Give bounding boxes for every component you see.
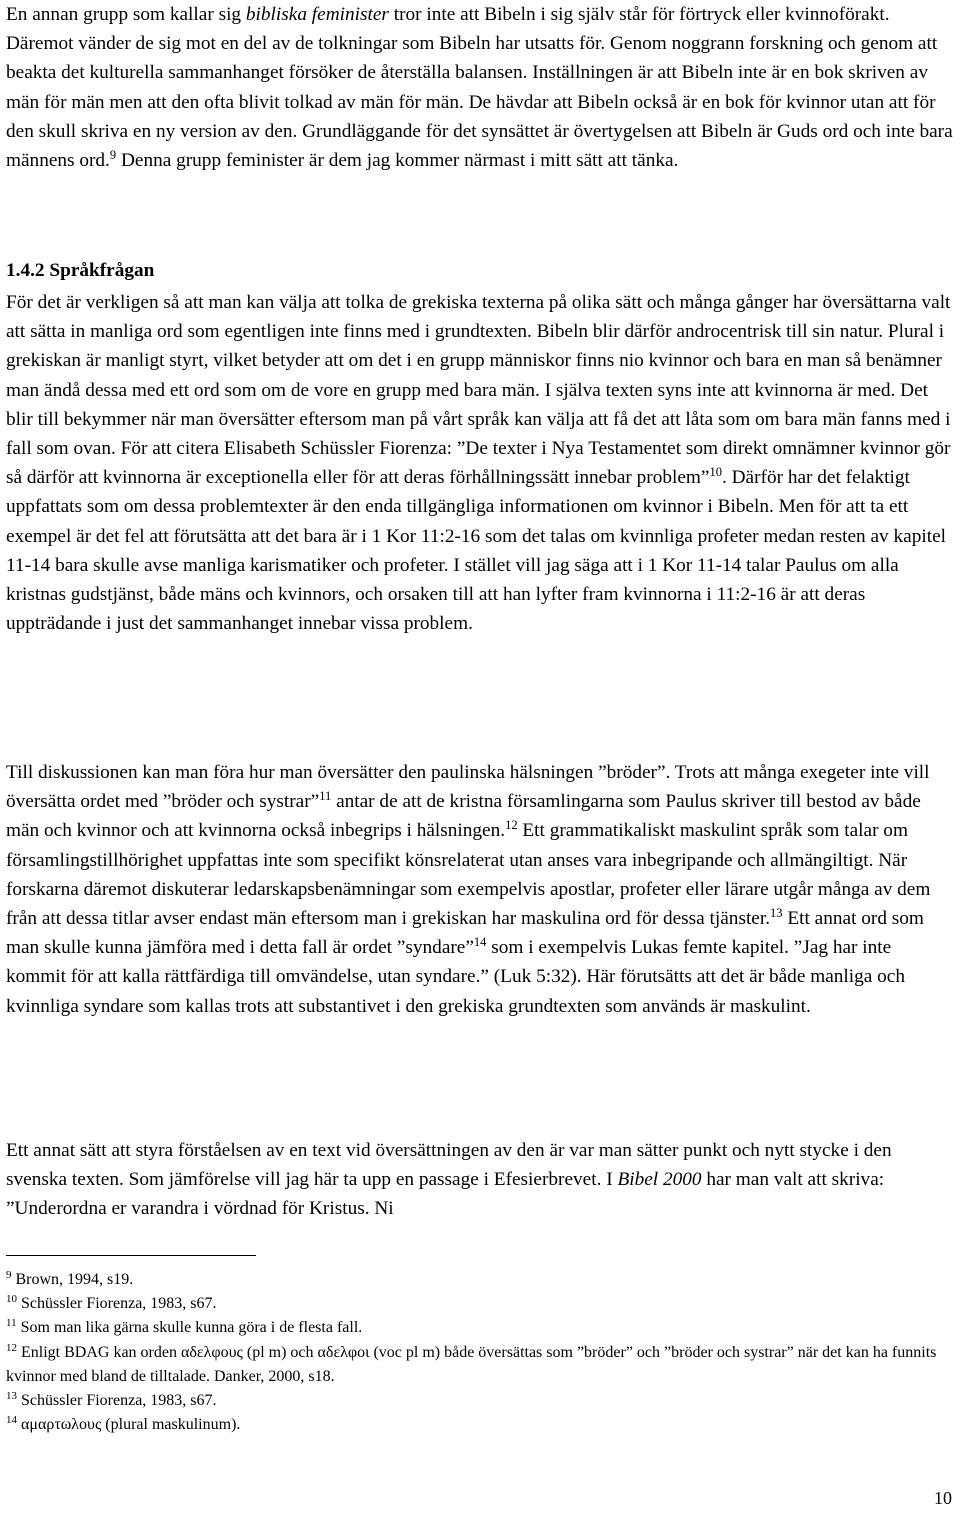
- text-run: Ett grammatikaliskt maskulint språk som talar om församlingstillhörighet uppfattas inte som specifikt könsrelaterat utan anses vara inbegripande och allmängiltigt. När forskarna däremot diskuterar ledarskapsbenämningar som exempelvis apostlar, profeter eller lärare utgår många av dem från att dessa titlar avser endast män eftersom man i grekiskan har maskulina ord för dessa tjänster.: [6, 820, 931, 930]
- body-paragraph-4: [6, 1136, 956, 1224]
- footnote-text: Som man lika gärna skulle kunna göra i de flesta fall.: [16, 1319, 363, 1337]
- text-run: . Därför har det felaktigt uppfattats som om dessa problemtexter är den enda tillgängliga informationen om kvinnor i Bibeln. Men för att ta ett exempel är det fel att förutsätta att det bara är i 1 Kor 11:2-16 som det talas om kvinnliga profeter medan resten av kapitel 11-14 bara skulle avse manliga karismatiker och profeter. I stället vill jag säga att i 1 Kor 11-14 talar Paulus om alla kristnas gudstjänst, både mäns och kvinnors, och orsaken till att han lyfter fram kvinnorna i 11:2-16 är att deras uppträdande i just det sammanhanget innebar vissa problem.: [6, 467, 946, 635]
- footnote-text: Schüssler Fiorenza, 1983, s67.: [17, 1392, 217, 1410]
- footnotes: [6, 1268, 956, 1437]
- footnote-ref: 12: [505, 818, 518, 833]
- italic-text: Bibel 2000: [617, 1169, 702, 1191]
- footnote-number: 11: [6, 1317, 17, 1330]
- footnote-number: 12: [6, 1341, 17, 1354]
- text-run: som i exempelvis Lukas femte kapitel. ”Jag har inte kommit för att kalla rättfärdiga till omvändelse, utan syndare.” (Luk 5:32). Här förutsätts att det är både manliga och kvinnliga syndare som kallas trots att substantivet i den grekiska grundtexten som används är maskulint.: [6, 937, 905, 1017]
- text-run: Till diskussionen kan man föra hur man översätter den paulinska hälsningen ”bröder”. Trots att många exegeter inte vill översätta ordet med ”bröder och systrar”: [6, 762, 930, 813]
- body-paragraph-2: [6, 288, 956, 638]
- body-paragraph-1: [6, 0, 956, 175]
- footnote-number: 9: [6, 1269, 12, 1281]
- page-number: 10: [934, 1488, 952, 1508]
- footnote-ref: 10: [709, 465, 722, 480]
- italic-text: bibliska feminister: [245, 4, 389, 25]
- footnote: [6, 1413, 956, 1437]
- footnote-number: 10: [6, 1293, 17, 1306]
- footnote-ref: 13: [770, 906, 783, 921]
- footnote: [6, 1268, 956, 1292]
- section-heading: 1.4.2 Språkfrågan: [6, 260, 155, 281]
- text-run: Ett annat sätt att styra förståelsen av en text vid översättningen av den är var man sätter punkt och nytt stycke i den svenska texten. Som jämförelse vill jag här ta upp en passage i Efesierbrevet. I: [6, 1140, 892, 1191]
- footnote-text: Brown, 1994, s19.: [11, 1271, 134, 1288]
- text-run: Ett annat ord som man skulle kunna jämföra med i detta fall är ordet ”syndare”: [6, 908, 924, 959]
- footnote-number: 13: [6, 1390, 17, 1403]
- footnote: [6, 1389, 956, 1413]
- body-paragraph-3: [6, 758, 956, 1021]
- text-run: För det är verkligen så att man kan välja att tolka de grekiska texterna på olika sätt och många gånger har översättarna valt att sätta in manliga ord som egentligen inte finns med i grundtexten. Bibeln blir därför androcentrisk till sin natur. Plural i grekiskan är manligt styrt, vilket betyder att om det i en grupp människor finns nio kvinnor och bara en man så benämner man ändå dessa med ett ord som om de vore en grupp med bara män. I själva texten syns inte att kvinnorna är med. Det blir till bekymmer när man översätter eftersom man på vårt språk kan välja att få det att låta som om bara män fanns med i fall som ovan. För att citera Elisabeth Schüssler Fiorenza: ”De texter i Nya Testamentet som direkt omnämner kvinnor gör så därför att kvinnorna är exceptionella eller för att deras förhållningssätt innebar problem”: [6, 292, 951, 489]
- text-run: tror inte att Bibeln i sig själv står för förtryck eller kvinnoförakt. Däremot vänder de sig mot en del av de tolkningar som Bibeln har utsatts för. Genom noggrann forskning och genom att beakta det kulturella sammanhanget försöker de återställa balansen. Inställningen är att Bibeln inte är en bok skriven av män för män men att den ofta blivit tolkad av män för män. De hävdar att Bibeln också är en bok för kvinnor utan att för den skull skriva en ny version av den. Grundläggande för det synsättet är övertygelsen att Bibeln är Guds ord och inte bara männens ord.: [6, 4, 953, 172]
- footnote-text: Enligt BDAG kan orden αδελφους (pl m) och αδελφοι (voc pl m) både översättas som ”bröder” och ”bröder och systrar” när det kan ha funnits kvinnor med bland de tilltalade. Danker, 2000, s18.: [6, 1343, 937, 1385]
- footnote-number: 14: [6, 1414, 17, 1427]
- text-run: har man valt att skriva: ”Underordna er varandra i vördnad för Kristus. Ni: [6, 1169, 885, 1220]
- footnote-ref: 9: [109, 148, 117, 163]
- footnote: [6, 1292, 956, 1316]
- footnote: [6, 1341, 956, 1389]
- footnote-text: αμαρτωλους (plural maskulinum).: [17, 1416, 241, 1434]
- text-run: antar de att de kristna församlingarna som Paulus skriver till bestod av både män och kvinnor och att kvinnorna också inbegrips i hälsningen.: [6, 791, 921, 842]
- text-run: Denna grupp feminister är dem jag kommer närmast i mitt sätt att tänka.: [116, 150, 679, 172]
- footnote: [6, 1316, 956, 1340]
- footnote-ref: 14: [473, 935, 487, 950]
- footnote-text: Schüssler Fiorenza, 1983, s67.: [17, 1295, 217, 1313]
- footnote-ref: 11: [319, 789, 332, 804]
- text-run: En annan grupp som kallar sig: [6, 4, 246, 25]
- footnote-separator: [6, 1255, 256, 1256]
